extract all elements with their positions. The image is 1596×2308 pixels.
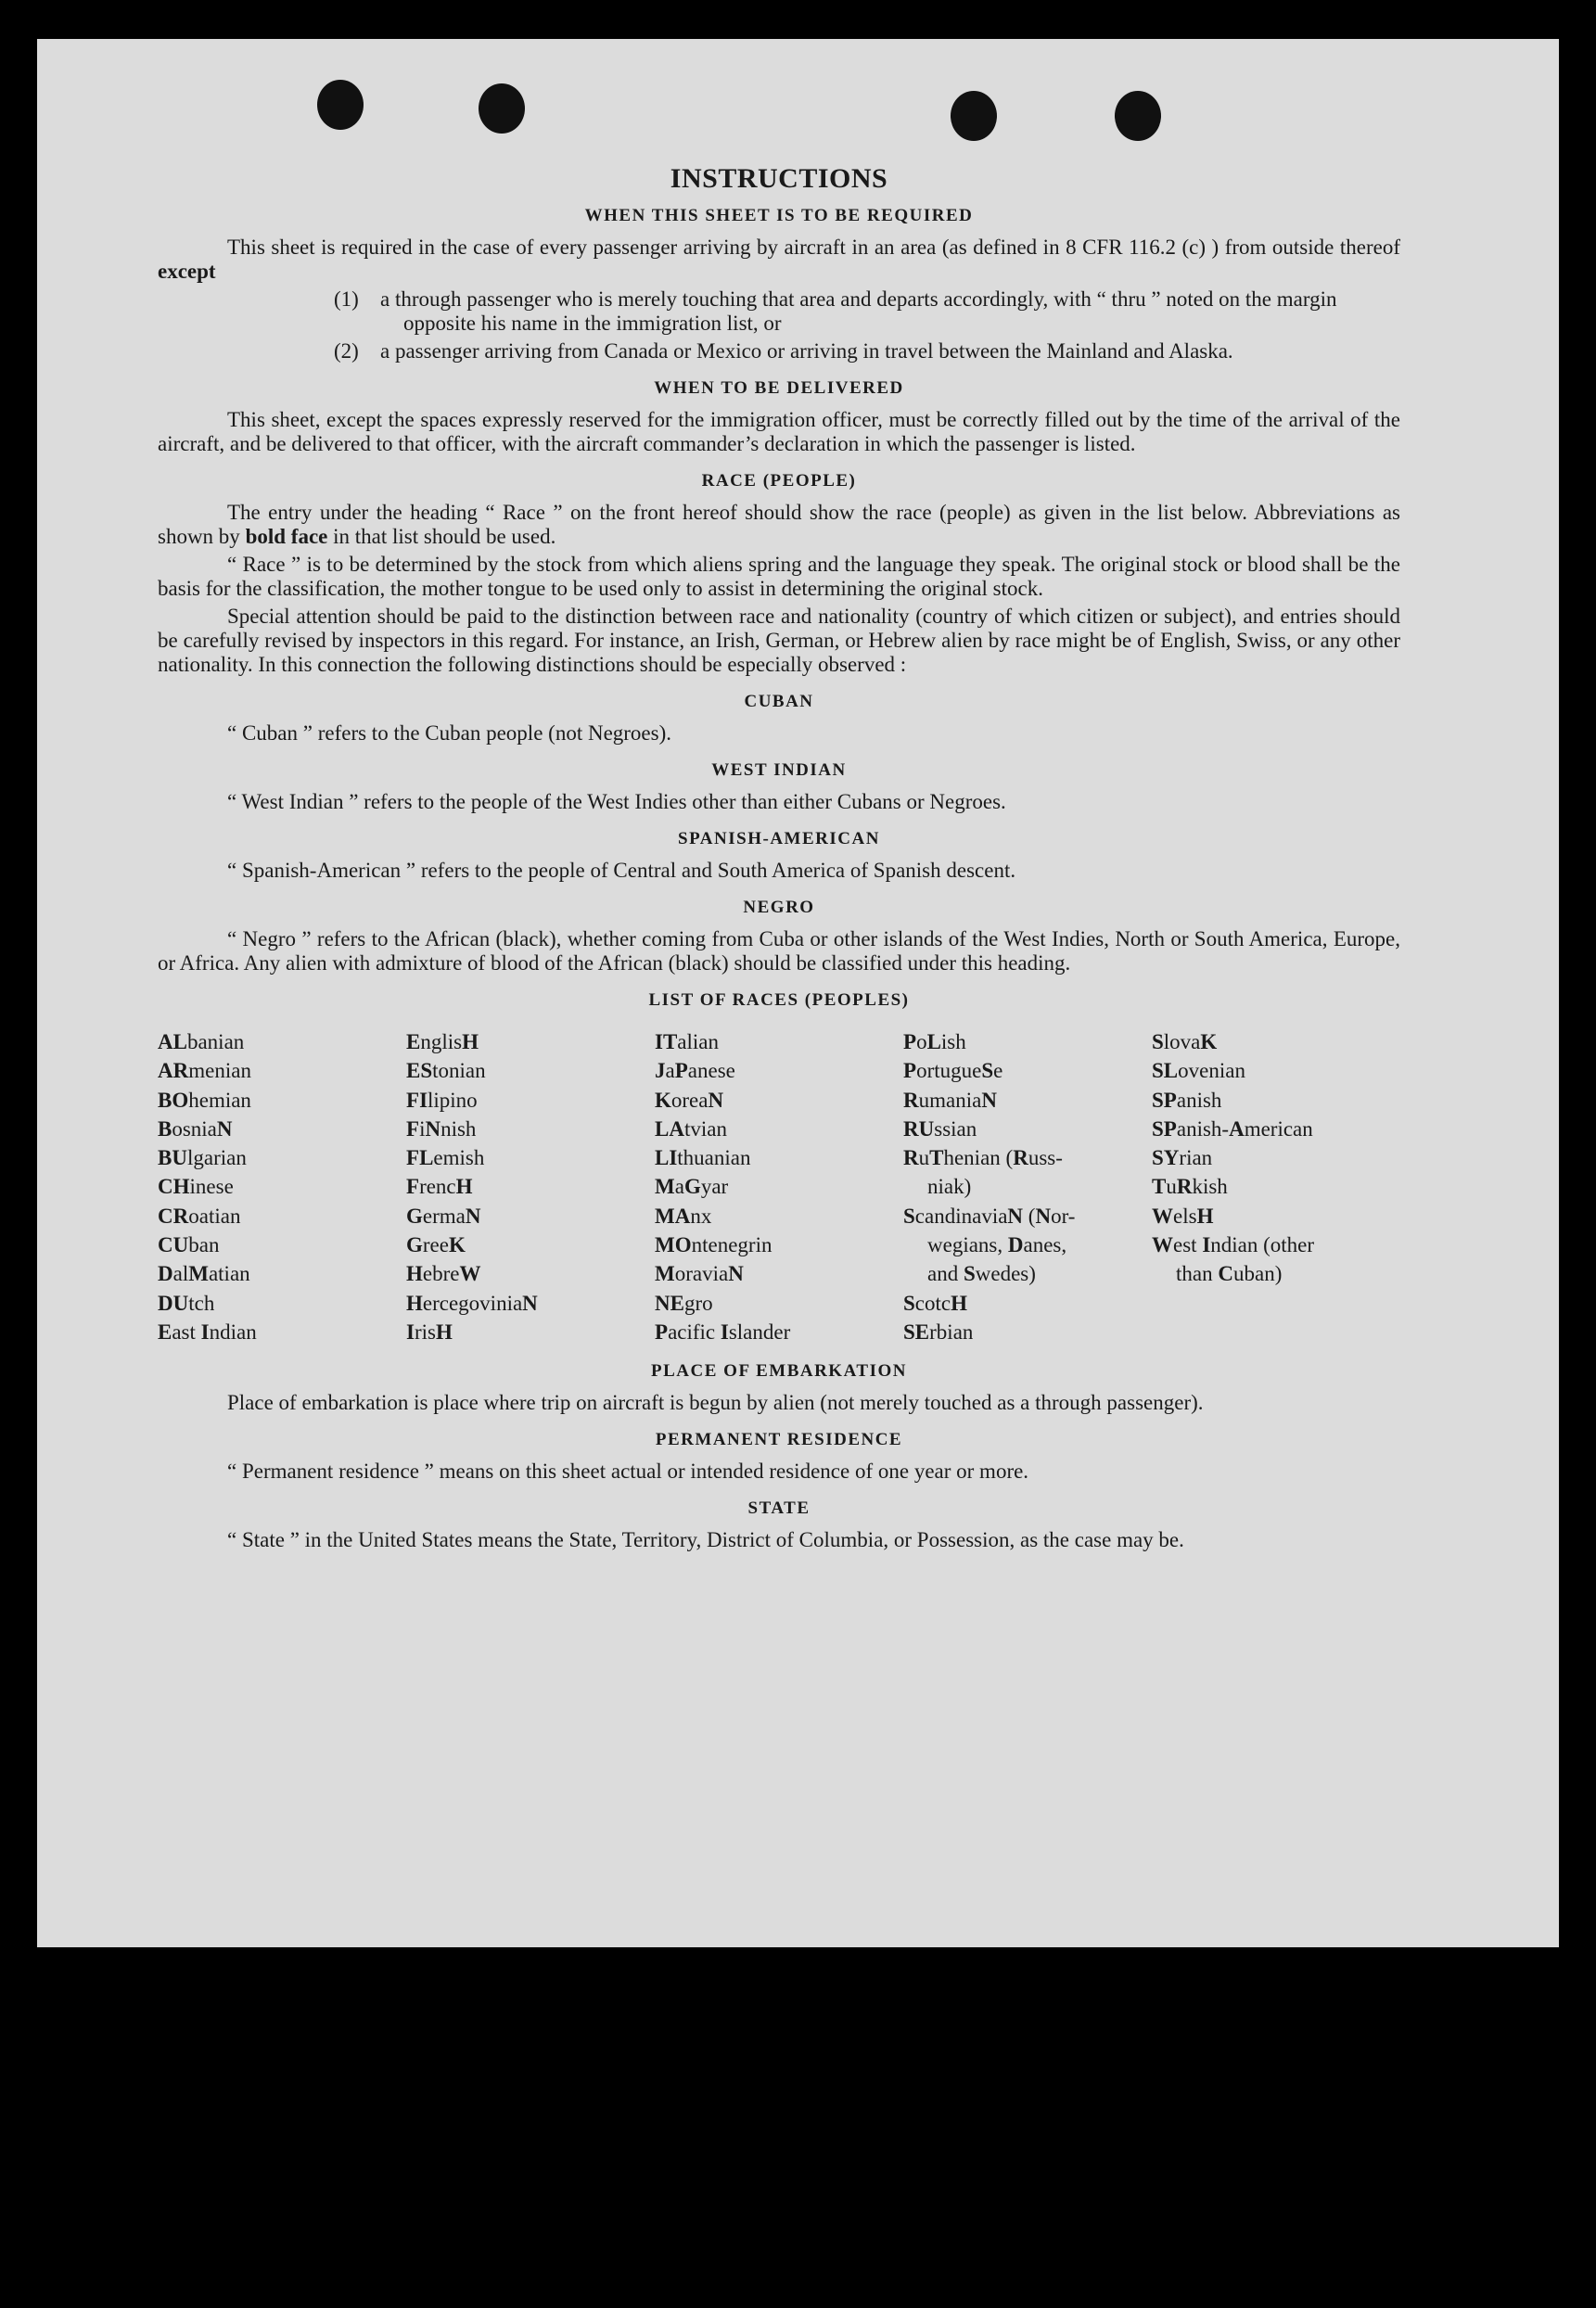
section-heading-west-indian: WEST INDIAN <box>711 760 847 780</box>
punch-hole <box>317 80 364 130</box>
instructions-content <box>158 163 1400 1556</box>
race-paragraph-1: The entry under the heading “ Race ” on the front hereof should show the race (people) as given in the list below. Abbreviations as shown by bold face in that list should be used. <box>158 501 1400 548</box>
race-entry: JaPanese <box>655 1059 735 1083</box>
races-column <box>406 1027 655 1346</box>
race-entry: Pacific Islander <box>655 1320 791 1344</box>
residence-text: “ Permanent residence ” means on this sheet actual or intended residence of one year or more. <box>227 1460 1029 1484</box>
page-title: INSTRUCTIONS <box>670 163 888 194</box>
negro-text: “ Negro ” refers to the African (black), whether coming from Cuba or other islands of the West Indies, North or South America, Europe, or Africa. Any alien with admixture of blood of the African (black) should be classified under this heading. <box>158 927 1400 975</box>
section-heading-race: RACE (PEOPLE) <box>701 471 857 491</box>
section-heading-negro: NEGRO <box>743 898 815 917</box>
race-entry: FIlipino <box>406 1088 478 1112</box>
race-entry: RuThenian (Russ- <box>903 1146 1063 1170</box>
race-entry: EStonian <box>406 1059 486 1083</box>
race-entry: SYrian <box>1152 1146 1213 1170</box>
race-entry: ScotcH <box>903 1291 967 1315</box>
section-heading-required: WHEN THIS SHEET IS TO BE REQUIRED <box>584 206 974 225</box>
race-entry: MAnx <box>655 1204 712 1228</box>
race-entry: RUssian <box>903 1116 977 1141</box>
race-entry: BUlgarian <box>158 1146 247 1170</box>
race-entry: BosniaN <box>158 1116 233 1141</box>
race-entry: SPanish <box>1152 1088 1222 1112</box>
race-entry: DalMatian <box>158 1262 250 1286</box>
race-entry: SLovenian <box>1152 1059 1245 1083</box>
race-entry: HebreW <box>406 1262 481 1286</box>
section-heading-delivered: WHEN TO BE DELIVERED <box>654 378 904 398</box>
state-text: “ State ” in the United States means the State, Territory, District of Columbia, or Possession, as the case may be. <box>227 1528 1184 1552</box>
race-entry: CRoatian <box>158 1204 241 1228</box>
race-entry: PortugueSe <box>903 1059 1003 1083</box>
list-item: (1) a through passenger who is merely touching that area and departs accordingly, with “ thru ” noted on the margin opposite his name in the immigration list, or <box>334 287 1337 335</box>
spanish-american-text: “ Spanish-American ” refers to the people of Central and South America of Spanish descent. <box>227 859 1016 882</box>
race-entry: ARmenian <box>158 1059 251 1083</box>
delivered-text: This sheet, except the spaces expressly reserved for the immigration officer, must be correctly filled out by the time of the arrival of the aircraft, and be delivered to that officer, with the aircraft commander’s declaration in which the passenger is listed. <box>158 408 1400 455</box>
section-heading-spanish-american: SPANISH-AMERICAN <box>678 829 880 848</box>
race-entry: ScandinaviaN (Nor- <box>903 1204 1076 1228</box>
punch-hole <box>1115 91 1161 141</box>
race-entry: FLemish <box>406 1146 485 1170</box>
race-entry: MOntenegrin <box>655 1233 772 1257</box>
race-entry: niak) <box>927 1175 972 1199</box>
punch-hole <box>479 83 525 134</box>
section-heading-cuban: CUBAN <box>744 692 814 711</box>
punch-hole <box>951 91 997 141</box>
race-entry: ITalian <box>655 1030 719 1053</box>
race-entry: LAtvian <box>655 1116 727 1141</box>
race-entry: and Swedes) <box>927 1262 1036 1286</box>
race-entry: WelsH <box>1152 1204 1214 1228</box>
race-entry: LIthuanian <box>655 1146 751 1170</box>
race-entry: SErbian <box>903 1320 974 1344</box>
race-entry: SlovaK <box>1152 1030 1218 1053</box>
race-entry: CUban <box>158 1233 220 1257</box>
races-list <box>158 1027 1400 1346</box>
race-paragraph-3: Special attention should be paid to the distinction between race and nationality (country of which citizen or subject), and entries should be carefully revised by inspectors in this regard. For instance, an Irish, German, or Hebrew alien by race might be of English, Swiss, or any other nationality. In this connection the following distinctions should be especially observed : <box>158 605 1400 676</box>
race-paragraph-2: “ Race ” is to be determined by the stock from which aliens spring and the language they speak. The original stock or blood shall be the basis for the classification, the mother tongue to be used only to assist in determining the original stock. <box>158 553 1400 600</box>
race-entry: PoLish <box>903 1030 966 1053</box>
race-entry: MoraviaN <box>655 1262 744 1286</box>
embarkation-text: Place of embarkation is place where trip on aircraft is begun by alien (not merely touched as a through passenger). <box>227 1391 1204 1415</box>
section-heading-embarkation: PLACE OF EMBARKATION <box>651 1361 907 1382</box>
west-indian-text: “ West Indian ” refers to the people of the West Indies other than either Cubans or Negroes. <box>227 790 1006 813</box>
races-column <box>655 1027 903 1346</box>
race-entry: DUtch <box>158 1291 215 1315</box>
race-entry: KoreaN <box>655 1088 724 1112</box>
race-entry: MaGyar <box>655 1175 729 1199</box>
race-entry: than Cuban) <box>1176 1262 1283 1286</box>
race-entry: wegians, Danes, <box>927 1233 1067 1257</box>
race-entry: EnglisH <box>406 1030 479 1053</box>
race-entry: East Indian <box>158 1320 257 1344</box>
race-entry: CHinese <box>158 1175 234 1199</box>
race-entry: ALbanian <box>158 1030 245 1053</box>
race-entry: IrisH <box>406 1320 453 1344</box>
race-entry: RumaniaN <box>903 1088 997 1112</box>
race-entry: SPanish-American <box>1152 1116 1313 1141</box>
race-entry: GreeK <box>406 1233 466 1257</box>
required-intro: This sheet is required in the case of every passenger arriving by aircraft in an area (as defined in 8 CFR 116.2 (c) ) from outside thereof except <box>158 236 1400 283</box>
cuban-text: “ Cuban ” refers to the Cuban people (not Negroes). <box>227 721 672 745</box>
race-entry: FrencH <box>406 1175 473 1199</box>
section-heading-state: STATE <box>747 1498 811 1519</box>
race-entry: FiNnish <box>406 1116 477 1141</box>
list-item: (2) a passenger arriving from Canada or Mexico or arriving in travel between the Mainland and Alaska. <box>334 339 1233 363</box>
section-heading-residence: PERMANENT RESIDENCE <box>655 1430 903 1450</box>
race-entry: BOhemian <box>158 1088 251 1112</box>
races-column <box>903 1027 1152 1346</box>
race-entry: TuRkish <box>1152 1175 1228 1199</box>
races-column <box>158 1027 406 1346</box>
races-column <box>1152 1027 1400 1346</box>
race-entry: HercegoviniaN <box>406 1291 538 1315</box>
race-entry: NEgro <box>655 1291 713 1315</box>
section-heading-races-list: LIST OF RACES (PEOPLES) <box>648 990 910 1010</box>
race-entry: GermaN <box>406 1204 481 1228</box>
race-entry: West Indian (other <box>1152 1233 1315 1257</box>
